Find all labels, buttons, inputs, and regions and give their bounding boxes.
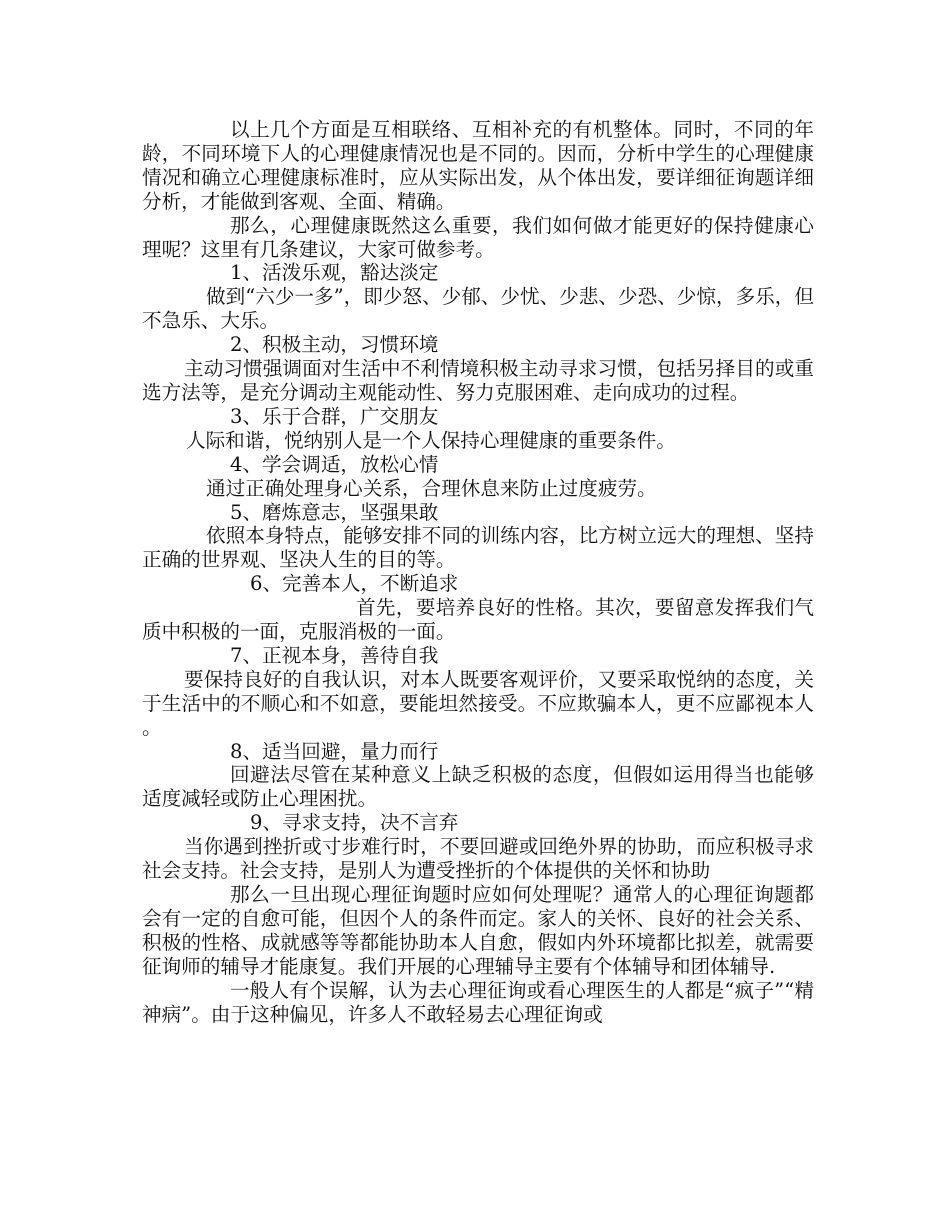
paragraph-9: 当你遇到挫折或寸步难行时，不要回避或回绝外界的协助，而应积极寻求社会支持。社会支持，是别人为遭受挫折的个体提供的关怀和协助 [142,835,814,883]
heading-4: 4、学会调适，放松心情 [230,452,439,476]
heading-5: 5、磨炼意志，坚强果敢 [230,500,439,524]
paragraph-question: 那么，心理健康既然这么重要，我们如何做才能更好的保持健康心理呢？这里有几条建议，大家可做参考。 [142,213,814,261]
paragraph-1: 做到“六少一多”，即少怒、少郁、少忧、少悲、少恐、少惊，多乐，但不急乐、大乐。 [142,285,814,333]
paragraph-8: 回避法尽管在某种意义上缺乏积极的态度，但假如运用得当也能够适度减轻或防止心理困扰。 [142,763,814,811]
paragraph-5: 依照本身特点，能够安排不同的训练内容，比方树立远大的理想、坚持正确的世界观、坚决人生的目的等。 [142,524,814,572]
paragraph-treatment: 那么一旦出现心理征询题时应如何处理呢？通常人的心理征询题都会有一定的自愈可能，但因个人的条件而定。家人的关怀、良好的社会关系、积极的性格、成就感等等都能协助本人自愈，假如内外环境都比拟差，就需要征询师的辅导才能康复。我们开展的心理辅导主要有个体辅导和团体辅导. [142,883,814,978]
paragraph-4: 通过正确处理身心关系，合理休息来防止过度疲劳。 [206,476,657,500]
paragraph-3: 人际和谐，悦纳别人是一个人保持心理健康的重要条件。 [186,428,676,452]
heading-2: 2、积极主动，习惯环境 [230,333,439,357]
paragraph-6: 首先，要培养良好的性格。其次，要留意发挥我们气质中积极的一面，克服消极的一面。 [142,596,814,644]
paragraph-2: 主动习惯强调面对生活中不利情境积极主动寻求习惯，包括另择目的或重选方法等，是充分调动主观能动性、努力克服困难、走向成功的过程。 [142,357,814,404]
heading-1: 1、活泼乐观，豁达淡定 [230,261,439,285]
heading-8: 8、适当回避，量力而行 [230,739,439,763]
heading-9: 9、寻求支持，决不言弃 [250,811,459,835]
heading-7: 7、正视本身，善待自我 [230,643,439,667]
paragraph-7: 要保持良好的自我认识，对本人既要客观评价，又要采取悦纳的态度，关于生活中的不顺心和不如意，要能坦然接受。不应欺骗本人，更不应鄙视本人。 [142,667,814,739]
paragraph-misunderstanding: 一般人有个误解，认为去心理征询或看心理医生的人都是“疯子”“精神病”。由于这种偏见，许多人不敢轻易去心理征询或 [142,978,814,1026]
paragraph-intro: 以上几个方面是互相联络、互相补充的有机整体。同时，不同的年龄，不同环境下人的心理健康情况也是不同的。因而，分析中学生的心理健康情况和确立心理健康标准时，应从实际出发，从个体出发，要详细征询题详细分析，才能做到客观、全面、精确。 [142,118,814,213]
heading-6: 6、完善本人，不断追求 [250,572,459,596]
document-page [142,118,814,1026]
heading-3: 3、乐于合群，广交朋友 [230,404,439,428]
